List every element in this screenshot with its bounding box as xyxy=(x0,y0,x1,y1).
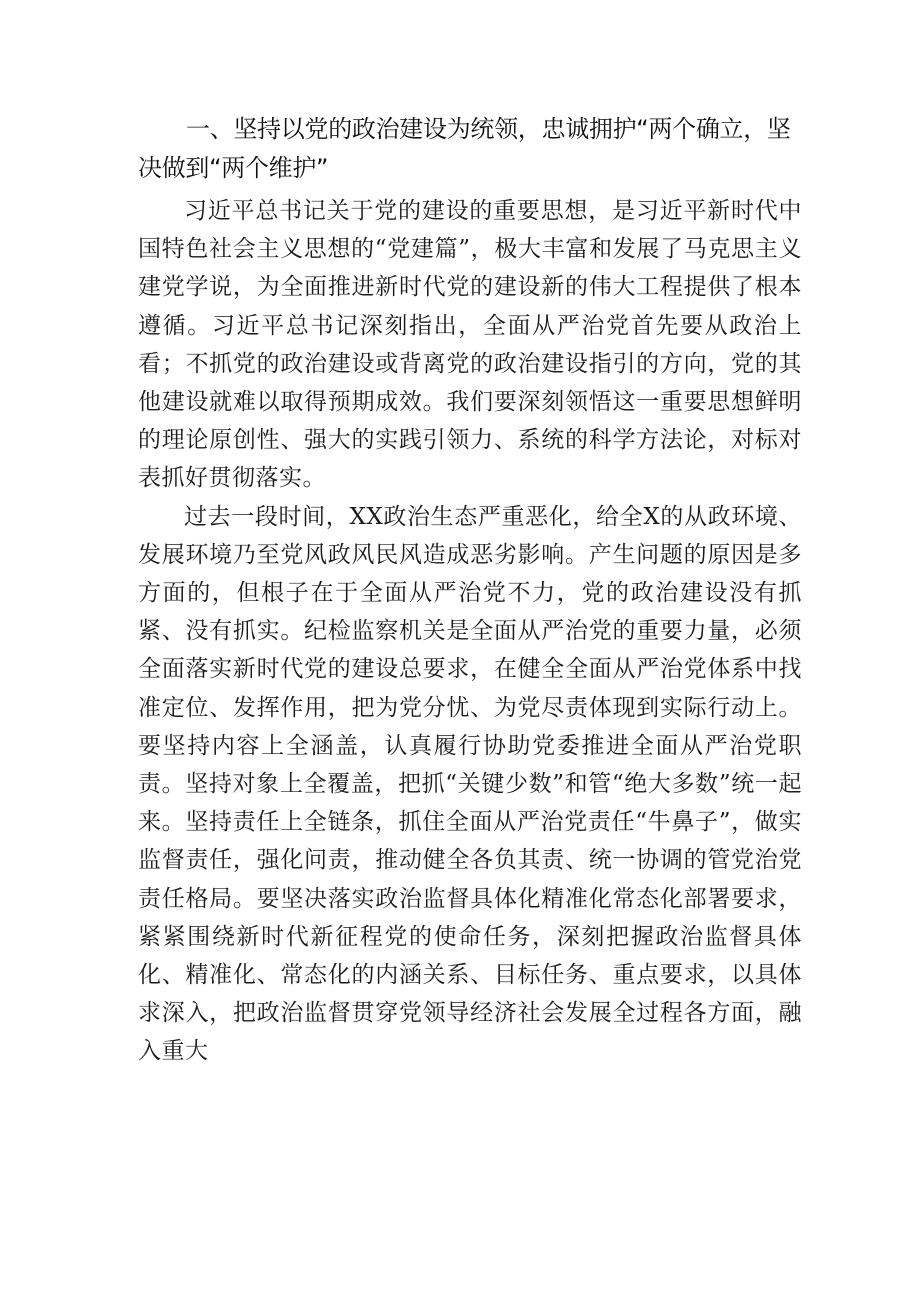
section-heading: 一、坚持以党的政治建设为统领，忠诚拥护“两个确立，坚决做到“两个维护” xyxy=(138,115,791,182)
paragraph-1: 习近平总书记关于党的建设的重要思想，是习近平新时代中国特色社会主义思想的“党建篇”，极大丰富和发展了马克思主义建党学说，为全面推进新时代党的建设新的伟大工程提供了根本遵循。习近平总书记深刻指出，全面从严治党首先要从政治上看；不抓党的政治建设或背离党的政治建设指引的方向，党的其他建设就难以取得预期成效。我们要深刻领悟这一重要思想鲜明的理论原创性、强大的实践引领力、系统的科学方法论，对标对表抓好贯彻落实。 xyxy=(138,198,802,492)
document-page xyxy=(138,110,802,1071)
paragraph-2: 过去一段时间，XX政治生态严重恶化，给全X的从政环境、发展环境乃至党风政风民风造成恶劣影响。产生问题的原因是多方面的，但根子在于全面从严治党不力，党的政治建设没有抓紧、没有抓实。纪检监察机关是全面从严治党的重要力量，必须全面落实新时代党的建设总要求，在健全全面从严治党体系中找准定位、发挥作用，把为党分忧、为党尽责体现到实际行动上。要坚持内容上全涵盖，认真履行协助党委推进全面从严治党职责。坚持对象上全覆盖，把抓“关键少数”和管“绝大多数”统一起来。坚持责任上全链条，抓住全面从严治党责任“牛鼻子”，做实监督责任，强化问责，推动健全各负其责、统一协调的管党治党责任格局。要坚决落实政治监督具体化精准化常态化部署要求，紧紧围绕新时代新征程党的使命任务，深刻把握政治监督具体化、精准化、常态化的内涵关系、目标任务、重点要求，以具体求深入，把政治监督贯穿党领导经济社会发展全过程各方面，融入重大 xyxy=(138,503,802,1065)
